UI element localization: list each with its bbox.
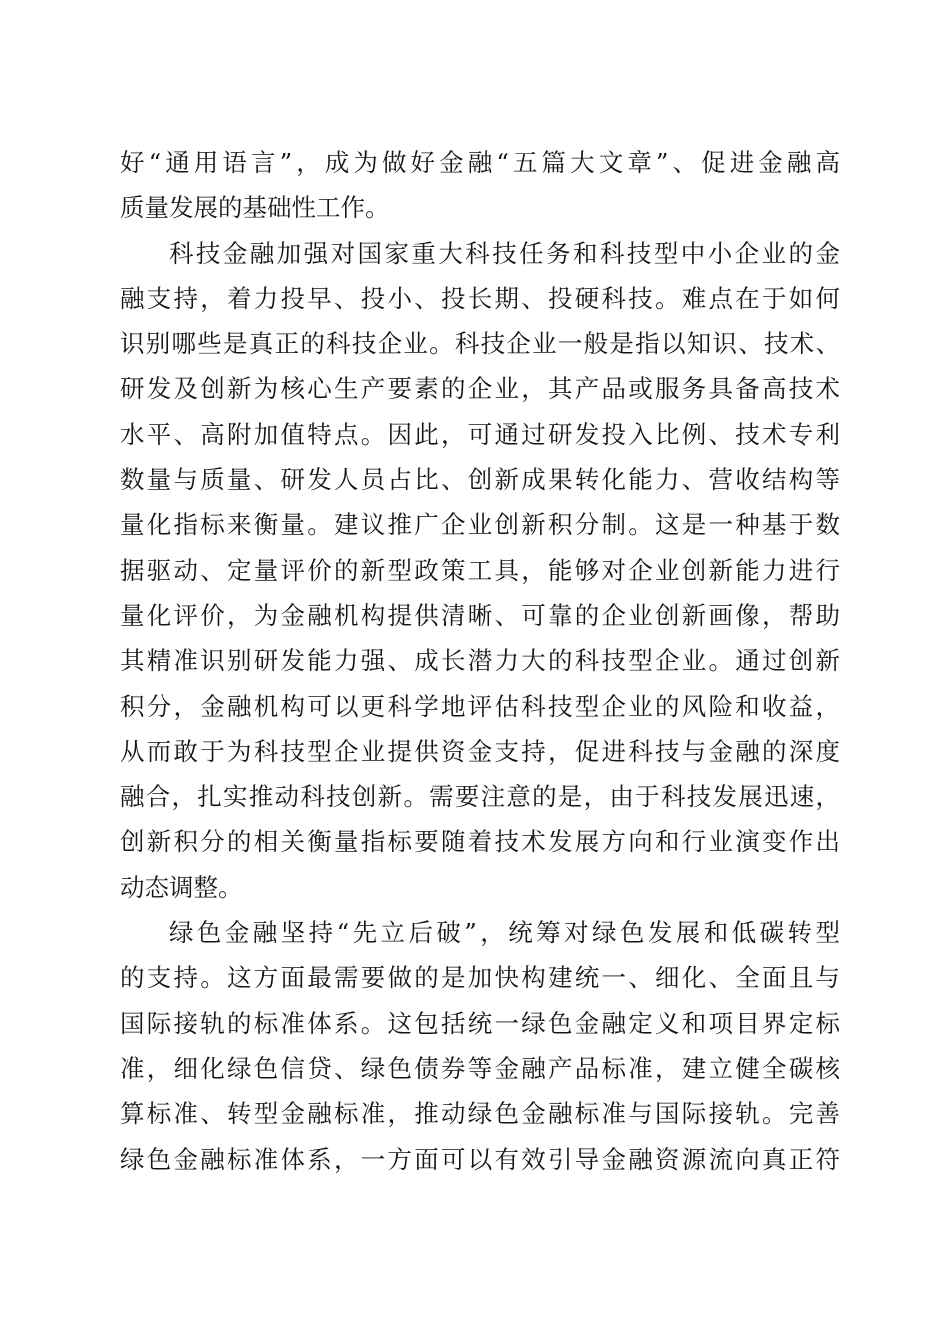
text-line: 量化评价，为金融机构提供清晰、可靠的企业创新画像，帮助	[120, 600, 840, 630]
text-line: 准，细化绿色信贷、绿色债券等金融产品标准，建立健全碳核	[120, 1053, 840, 1083]
text-line: 动态调整。	[120, 872, 243, 902]
text-line: 量化指标来衡量。建议推广企业创新积分制。这是一种基于数	[120, 510, 840, 540]
text-line: 数量与质量、研发人员占比、创新成果转化能力、营收结构等	[120, 465, 840, 495]
text-line: 识别哪些是真正的科技企业。科技企业一般是指以知识、技术、	[120, 329, 840, 359]
paragraph-first-line: 科技金融加强对国家重大科技任务和科技型中小企业的金	[169, 238, 840, 268]
text-line: 绿色金融标准体系，一方面可以有效引导金融资源流向真正符	[120, 1144, 840, 1174]
text-line: 好“通用语言”，成为做好金融“五篇大文章”、促进金融高	[120, 148, 840, 177]
text-line: 融合，扎实推动科技创新。需要注意的是，由于科技发展迅速，	[120, 782, 840, 812]
text-line: 其精准识别研发能力强、成长潜力大的科技型企业。通过创新	[120, 646, 840, 676]
text-line: 国际接轨的标准体系。这包括统一绿色金融定义和项目界定标	[120, 1008, 840, 1038]
text-line: 融支持，着力投早、投小、投长期、投硬科技。难点在于如何	[120, 283, 840, 313]
text-line: 研发及创新为核心生产要素的企业，其产品或服务具备高技术	[120, 374, 840, 404]
paragraph-first-line: 绿色金融坚持“先立后破”，统筹对绿色发展和低碳转型	[169, 918, 840, 948]
text-line: 算标准、转型金融标准，推动绿色金融标准与国际接轨。完善	[120, 1099, 840, 1129]
text-line: 据驱动、定量评价的新型政策工具，能够对企业创新能力进行	[120, 555, 840, 585]
body-text	[120, 140, 840, 1182]
text-line: 质量发展的基础性工作。	[120, 193, 390, 223]
text-line: 水平、高附加值特点。因此，可通过研发投入比例、技术专利	[120, 419, 840, 449]
text-line: 从而敢于为科技型企业提供资金支持，促进科技与金融的深度	[120, 736, 840, 766]
text-line: 积分，金融机构可以更科学地评估科技型企业的风险和收益，	[120, 691, 840, 721]
text-line: 的支持。这方面最需要做的是加快构建统一、细化、全面且与	[120, 963, 840, 993]
text-line: 创新积分的相关衡量指标要随着技术发展方向和行业演变作出	[120, 827, 840, 857]
